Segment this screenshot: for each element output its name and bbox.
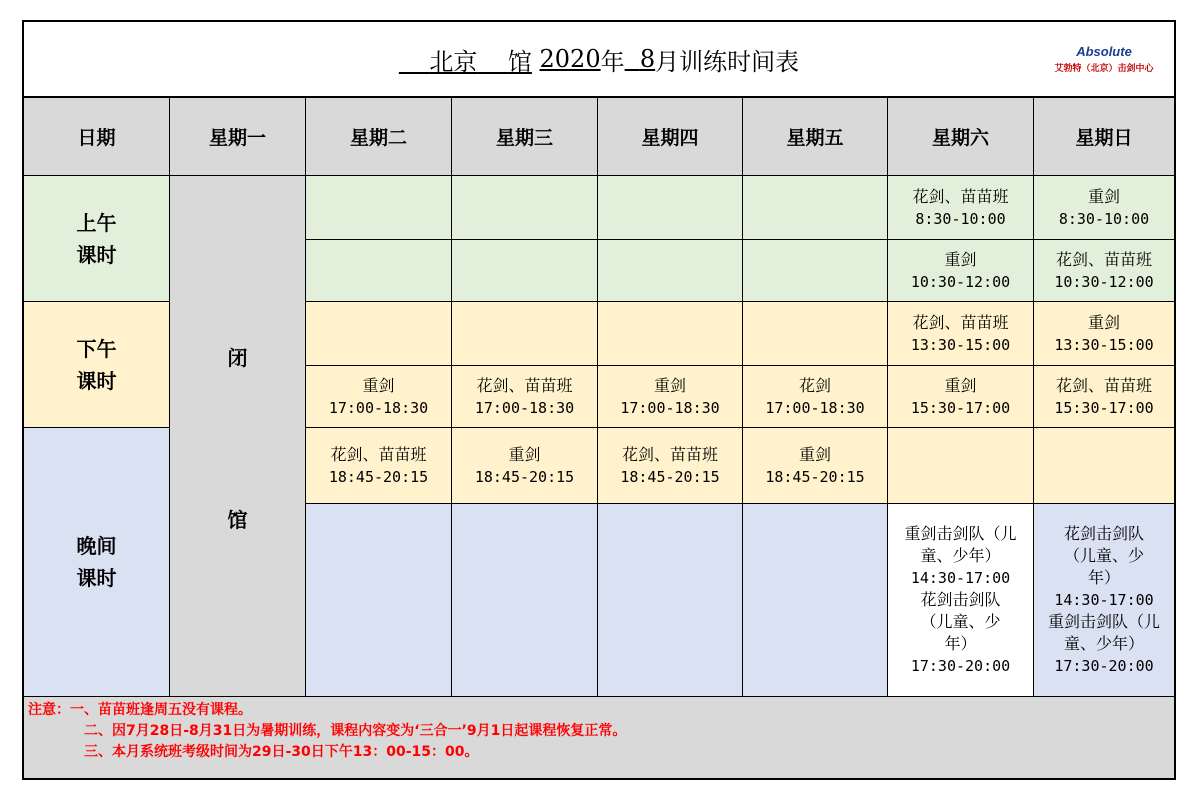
wed-slot-1 [452, 176, 598, 240]
wed-session-4: 花剑、苗苗班 17:00-18:30 [452, 366, 598, 428]
thu-slot-1 [598, 176, 743, 240]
sun-session-1: 重剑 8:30-10:00 [1034, 176, 1174, 240]
fri-session-5: 重剑 18:45-20:15 [743, 428, 888, 504]
row-label-morning: 上午 课时 [24, 176, 170, 302]
fri-slot-1 [743, 176, 888, 240]
row-label-afternoon: 下午 课时 [24, 302, 170, 428]
thu-session-5: 花剑、苗苗班 18:45-20:15 [598, 428, 743, 504]
tue-session-5: 花剑、苗苗班 18:45-20:15 [306, 428, 452, 504]
sun-session-3: 重剑 13:30-15:00 [1034, 302, 1174, 366]
tue-slot-1 [306, 176, 452, 240]
tue-slot-3 [306, 302, 452, 366]
tue-slot-2 [306, 240, 452, 302]
sat-slot-5 [888, 428, 1034, 504]
row-label-evening: 晚间 课时 [24, 428, 170, 697]
thu-slot-6 [598, 504, 743, 697]
notes-section [24, 697, 1174, 778]
header-wednesday: 星期三 [452, 98, 598, 176]
title-city: 北京 [429, 47, 478, 76]
tue-slot-6 [306, 504, 452, 697]
fri-slot-3 [743, 302, 888, 366]
title-venue: 馆 [507, 47, 532, 76]
header-date: 日期 [24, 98, 170, 176]
header-saturday: 星期六 [888, 98, 1034, 176]
logo-cn-text: 艾勃特（北京）击剑中心 [1054, 64, 1154, 74]
monday-closed: 闭 馆 [170, 176, 306, 697]
fri-slot-6 [743, 504, 888, 697]
title-suffix: 月训练时间表 [655, 47, 800, 76]
sun-slot-5 [1034, 428, 1174, 504]
wed-slot-2 [452, 240, 598, 302]
schedule-sheet [22, 20, 1176, 780]
fri-slot-2 [743, 240, 888, 302]
header-monday: 星期一 [170, 98, 306, 176]
sun-session-4: 花剑、苗苗班 15:30-17:00 [1034, 366, 1174, 428]
sat-session-3: 花剑、苗苗班 13:30-15:00 [888, 302, 1034, 366]
thu-session-4: 重剑 17:00-18:30 [598, 366, 743, 428]
header-tuesday: 星期二 [306, 98, 452, 176]
title-year: 2020 [539, 45, 601, 73]
wed-slot-6 [452, 504, 598, 697]
thu-slot-3 [598, 302, 743, 366]
header-friday: 星期五 [743, 98, 888, 176]
fri-session-4: 花剑 17:00-18:30 [743, 366, 888, 428]
sat-session-6: 重剑击剑队（儿 童、少年） 14:30-17:00 花剑击剑队 （儿童、少 年） 17:30-20:00 [888, 504, 1034, 697]
brand-logo [1040, 26, 1168, 92]
sun-session-2: 花剑、苗苗班 10:30-12:00 [1034, 240, 1174, 302]
logo-brand-text: Absolute [1076, 44, 1132, 59]
title-year-suffix: 年 [600, 47, 625, 76]
note-line-1: 注意：一、苗苗班逢周五没有课程。 [28, 702, 252, 718]
header-thursday: 星期四 [598, 98, 743, 176]
sat-session-4: 重剑 15:30-17:00 [888, 366, 1034, 428]
page-title [24, 22, 1174, 98]
note-line-3: 三、本月系统班考级时间为29日-30日下午13：00-15：00。 [84, 744, 479, 760]
wed-slot-3 [452, 302, 598, 366]
sat-session-2: 重剑 10:30-12:00 [888, 240, 1034, 302]
sat-session-1: 花剑、苗苗班 8:30-10:00 [888, 176, 1034, 240]
wed-session-5: 重剑 18:45-20:15 [452, 428, 598, 504]
tue-session-4: 重剑 17:00-18:30 [306, 366, 452, 428]
header-sunday: 星期日 [1034, 98, 1174, 176]
thu-slot-2 [598, 240, 743, 302]
title-month: 8 [639, 45, 656, 73]
note-line-2: 二、因7月28日-8月31日为暑期训练，课程内容变为‘三合一’9月1日起课程恢复正常。 [84, 723, 627, 739]
sun-session-6: 花剑击剑队 （儿童、少 年） 14:30-17:00 重剑击剑队（儿 童、少年） 17:30-20:00 [1034, 504, 1174, 697]
